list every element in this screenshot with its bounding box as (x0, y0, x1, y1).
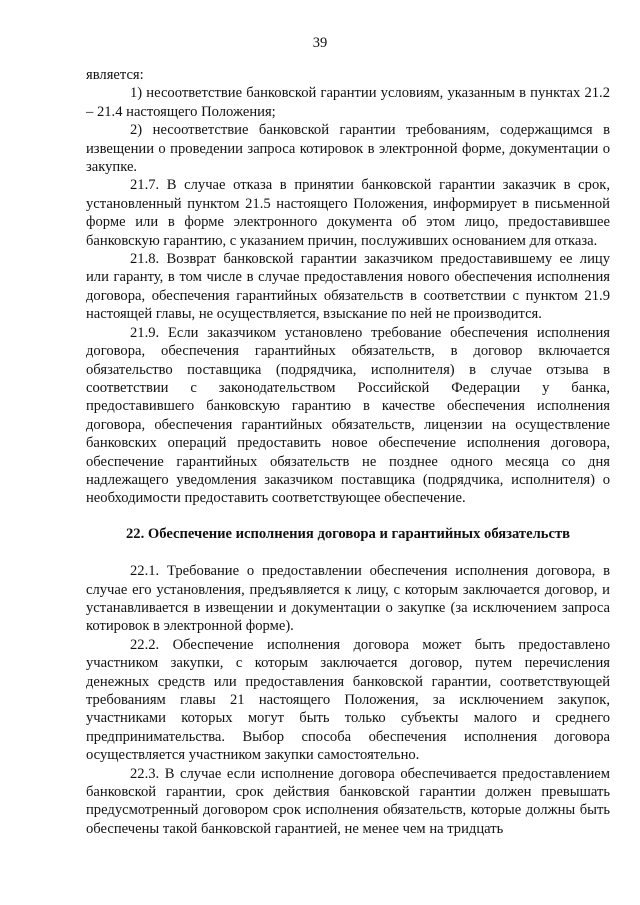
paragraph: 21.8. Возврат банковской гарантии заказчиком предоставившему ее лицу или гаранту, в том числе в случае предоставления нового обеспечения исполнения договора, обеспечения гарантийных обязательств в соответствии с пунктом 21.9 настоящей главы, не осуществляется, взыскание по ней не производится. (86, 251, 610, 323)
paragraph: 21.9. Если заказчиком установлено требование обеспечения исполнения договора, обеспечения гарантийных обязательств, в договор включается обязательство поставщика (подрядчика, исполнителя) в случае отзыва в соответствии с законодательством Российской Федерации у банка, предоставившего банковскую гарантию в качестве обеспечения исполнения договора, обеспечения гарантийных обязательств, лицензии на осуществление банковских операций предоставить новое обеспечение исполнения договора, обеспечение гарантийных обязательств не позднее одного месяца со дня надлежащего уведомления заказчиком поставщика (подрядчика, исполнителя) о необходимости предоставить соответствующее обеспечение. (86, 324, 610, 507)
paragraph: 2) несоответствие банковской гарантии требованиям, содержащимся в извещении о проведении запроса котировок в электронной форме, документации о закупке. (86, 122, 610, 176)
section-heading: 22. Обеспечение исполнения договора и гарантийных обязательств (125, 525, 571, 542)
paragraph: 22.1. Требование о предоставлении обеспечения исполнения договора, в случае его установления, предъявляется к лицу, с которым заключается договор, и устанавливается в извещении и документации о закупке (за исключением запроса котировок в электронной форме). (86, 563, 610, 635)
paragraphs-before-heading (86, 66, 610, 508)
paragraph: 1) несоответствие банковской гарантии условиям, указанным в пунктах 21.2 – 21.4 настоящего Положения; (86, 85, 610, 120)
paragraphs-after-heading (86, 562, 610, 838)
document-body (86, 66, 610, 838)
paragraph: 22.3. В случае если исполнение договора обеспечивается предоставлением банковской гарантии, срок действия банковской гарантии должен превышать предусмотренный договором срок исполнения обязательств, которые должны быть обеспечены такой банковской гарантией, не менее чем на тридцать (86, 765, 610, 837)
page-number: 39 (312, 35, 328, 51)
paragraph: 22.2. Обеспечение исполнения договора может быть предоставлено участником закупки, с которым заключается договор, путем перечисления денежных средств или предоставления банковской гарантии, соответствующей требованиям главы 21 настоящего Положения, за исключением закупок, участниками которых могут быть только субъекты малого и среднего предпринимательства. Выбор способа обеспечения исполнения договора осуществляется участником закупки самостоятельно. (86, 636, 610, 764)
paragraph: является: (86, 67, 144, 83)
paragraph: 21.7. В случае отказа в принятии банковской гарантии заказчик в срок, установленный пунктом 21.5 настоящего Положения, информирует в письменной форме или в форме электронного документа об этом лицо, предоставившее банковскую гарантию, с указанием причин, послуживших основанием для отказа. (86, 177, 610, 249)
